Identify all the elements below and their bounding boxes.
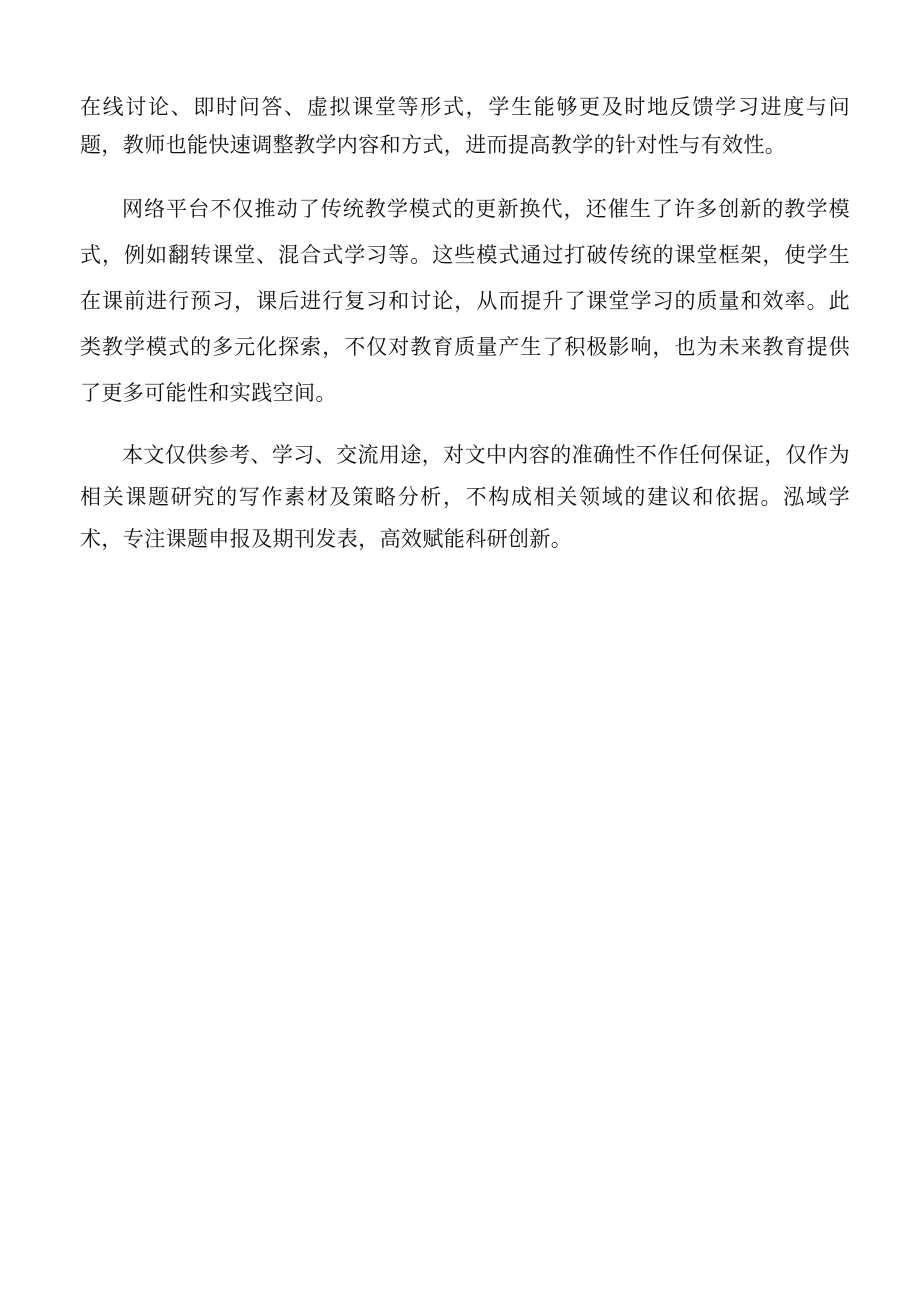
paragraph-network-platform: 网络平台不仅推动了传统教学模式的更新换代，还催生了许多创新的教学模式，例如翻转课堂、混合式学习等。这些模式通过打破传统的课堂框架，使学生在课前进行预习，课后进行复习和讨论，从而提升了课堂学习的质量和效率。此类教学模式的多元化探索，不仅对教育质量产生了积极影响，也为未来教育提供了更多可能性和实践空间。 — [80, 197, 850, 405]
document-body — [80, 88, 850, 560]
paragraph-continuation: 在线讨论、即时问答、虚拟课堂等形式，学生能够更及时地反馈学习进度与问题，教师也能快速调整教学内容和方式，进而提高教学的针对性与有效性。 — [80, 95, 850, 157]
paragraph-disclaimer: 本文仅供参考、学习、交流用途，对文中内容的准确性不作任何保证，仅作为相关课题研究的写作素材及策略分析，不构成相关领域的建议和依据。泓域学术，专注课题申报及期刊发表，高效赋能科研创新。 — [80, 443, 850, 551]
